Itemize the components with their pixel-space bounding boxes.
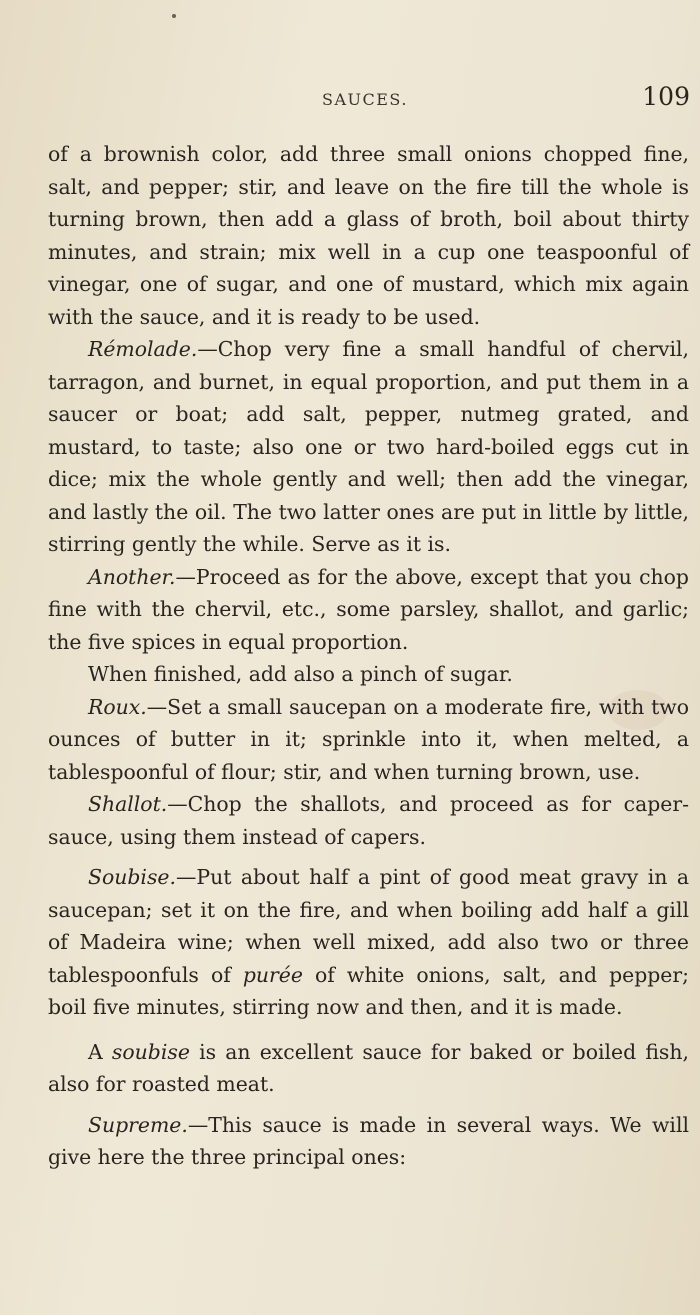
page-number: 109 [642, 82, 690, 111]
paragraph-roux [48, 691, 689, 789]
recipe-label-supreme: Supreme. [88, 1112, 188, 1137]
recipe-text-shallot: —Chop the shallots, and proceed as for caper-sauce, using them instead of capers. [48, 792, 689, 849]
recipe-label-soubise: Soubise. [88, 865, 176, 889]
ink-speck [172, 14, 176, 18]
paragraph-supreme [48, 1109, 689, 1174]
note-prefix: A [88, 1039, 112, 1064]
note-text: is an excellent sauce for baked or boiled fish, also for roasted meat. [48, 1039, 689, 1096]
paragraph-remolade [48, 333, 689, 561]
recipe-text-another: —Proceed as for the above, except that you chop fine with the chervil, etc., some parsley, shallot, and garlic; the five spices in equal proportion. [48, 564, 689, 654]
paragraph-another-note: When finished, add also a pinch of sugar. [88, 662, 513, 686]
paragraph-shallot [48, 788, 689, 853]
paragraph-soubise [48, 861, 689, 1024]
recipe-text-remolade: —Chop very fine a small handful of chervil, tarragon, and burnet, in equal proportion, and put them in a saucer or boat; add salt, pepper, nutmeg grated, and mustard, to taste; also one or two hard-boiled eggs cut in dice; mix the whole gently and well; then add the vinegar, and lastly the oil. The two latter ones are put in little by little, stirring gently the while. Serve as it is. [48, 337, 689, 556]
recipe-text-soubise-end: of white onions, salt, and pepper; boil five minutes, stirring now and then, and it is made. [48, 962, 689, 1019]
recipe-text-roux: —Set a small saucepan on a moderate fire, with two ounces of butter in it; sprinkle into it, when melted, a tablespoonful of flour; stir, and when turning brown, use. [48, 694, 689, 784]
body-text [48, 138, 689, 1174]
recipe-label-another: Another. [88, 564, 176, 589]
running-head [0, 82, 700, 116]
recipe-label-remolade: Rémolade. [88, 337, 198, 361]
paragraph-another [48, 561, 689, 659]
recipe-text-supreme: —This sauce is made in several ways. We will give here the three principal ones: [48, 1112, 689, 1169]
note-term-soubise: soubise [111, 1039, 190, 1064]
paragraph-soubise-note [48, 1036, 689, 1101]
paragraph-intro: of a brownish color, add three small onions chopped fine, salt, and pepper; stir, and leave on the fire till the whole is turning brown, then add a glass of broth, boil about thirty minutes, and strain; mix well in a cup one teaspoonful of vinegar, one of sugar, and one of mustard, which mix again with the sauce, and it is ready to be used. [48, 142, 689, 329]
recipe-term-puree: purée [242, 962, 303, 987]
recipe-label-roux: Roux. [88, 694, 147, 719]
recipe-label-shallot: Shallot. [88, 792, 168, 816]
running-head-title: SAUCES. [322, 90, 408, 109]
recipe-text-soubise-start: —Put about half a pint of good meat gravy in a saucepan; set it on the fire, and when boiling add half a gill of Madeira wine; when well mixed, add also two or three tablespoonfuls of [48, 865, 689, 987]
